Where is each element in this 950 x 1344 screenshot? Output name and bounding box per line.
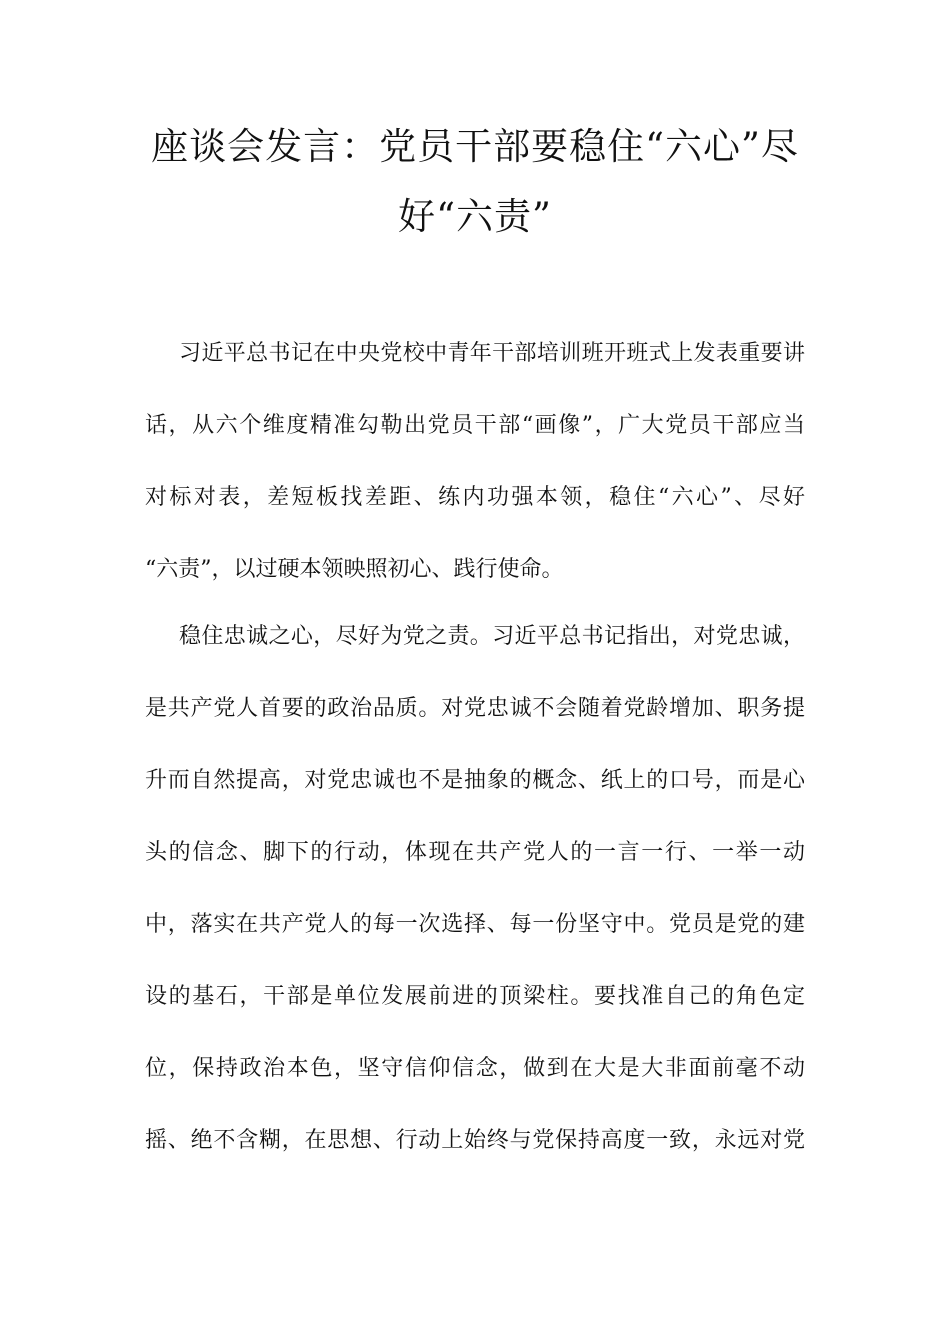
title-line-2: 好“六责”	[398, 195, 552, 238]
paragraph-line: 中，落实在共产党人的每一次选择、每一份坚守中。党员是党的建	[145, 912, 805, 937]
title-line-1: 座谈会发言：党员干部要稳住“六心”尽	[151, 125, 799, 168]
paragraph-line: 稳住忠诚之心，尽好为党之责。习近平总书记指出，对党忠诚，	[179, 624, 805, 649]
paragraph-line: “六责”，以过硬本领映照初心、践行使命。	[145, 557, 564, 582]
paragraph-line: 位，保持政治本色，坚守信仰信念，做到在大是大非面前毫不动	[145, 1056, 805, 1081]
paragraph-line: 习近平总书记在中央党校中青年干部培训班开班式上发表重要讲	[179, 341, 805, 366]
paragraph-line: 话，从六个维度精准勾勒出党员干部“画像”，广大党员干部应当	[145, 413, 805, 438]
document-title	[120, 112, 830, 252]
paragraph-line: 摇、绝不含糊，在思想、行动上始终与党保持高度一致，永远对党	[145, 1128, 805, 1153]
paragraph-line: 升而自然提高，对党忠诚也不是抽象的概念、纸上的口号，而是心	[145, 768, 805, 793]
paragraph-intro	[145, 318, 805, 606]
paragraph-line: 对标对表，差短板找差距、练内功强本领，稳住“六心”、尽好	[145, 485, 805, 510]
paragraph-line: 是共产党人首要的政治品质。对党忠诚不会随着党龄增加、职务提	[145, 696, 805, 721]
paragraph-line: 设的基石，干部是单位发展前进的顶梁柱。要找准自己的角色定	[145, 984, 805, 1009]
paragraph-loyalty	[145, 601, 805, 1177]
paragraph-line: 头的信念、脚下的行动，体现在共产党人的一言一行、一举一动	[145, 840, 805, 865]
